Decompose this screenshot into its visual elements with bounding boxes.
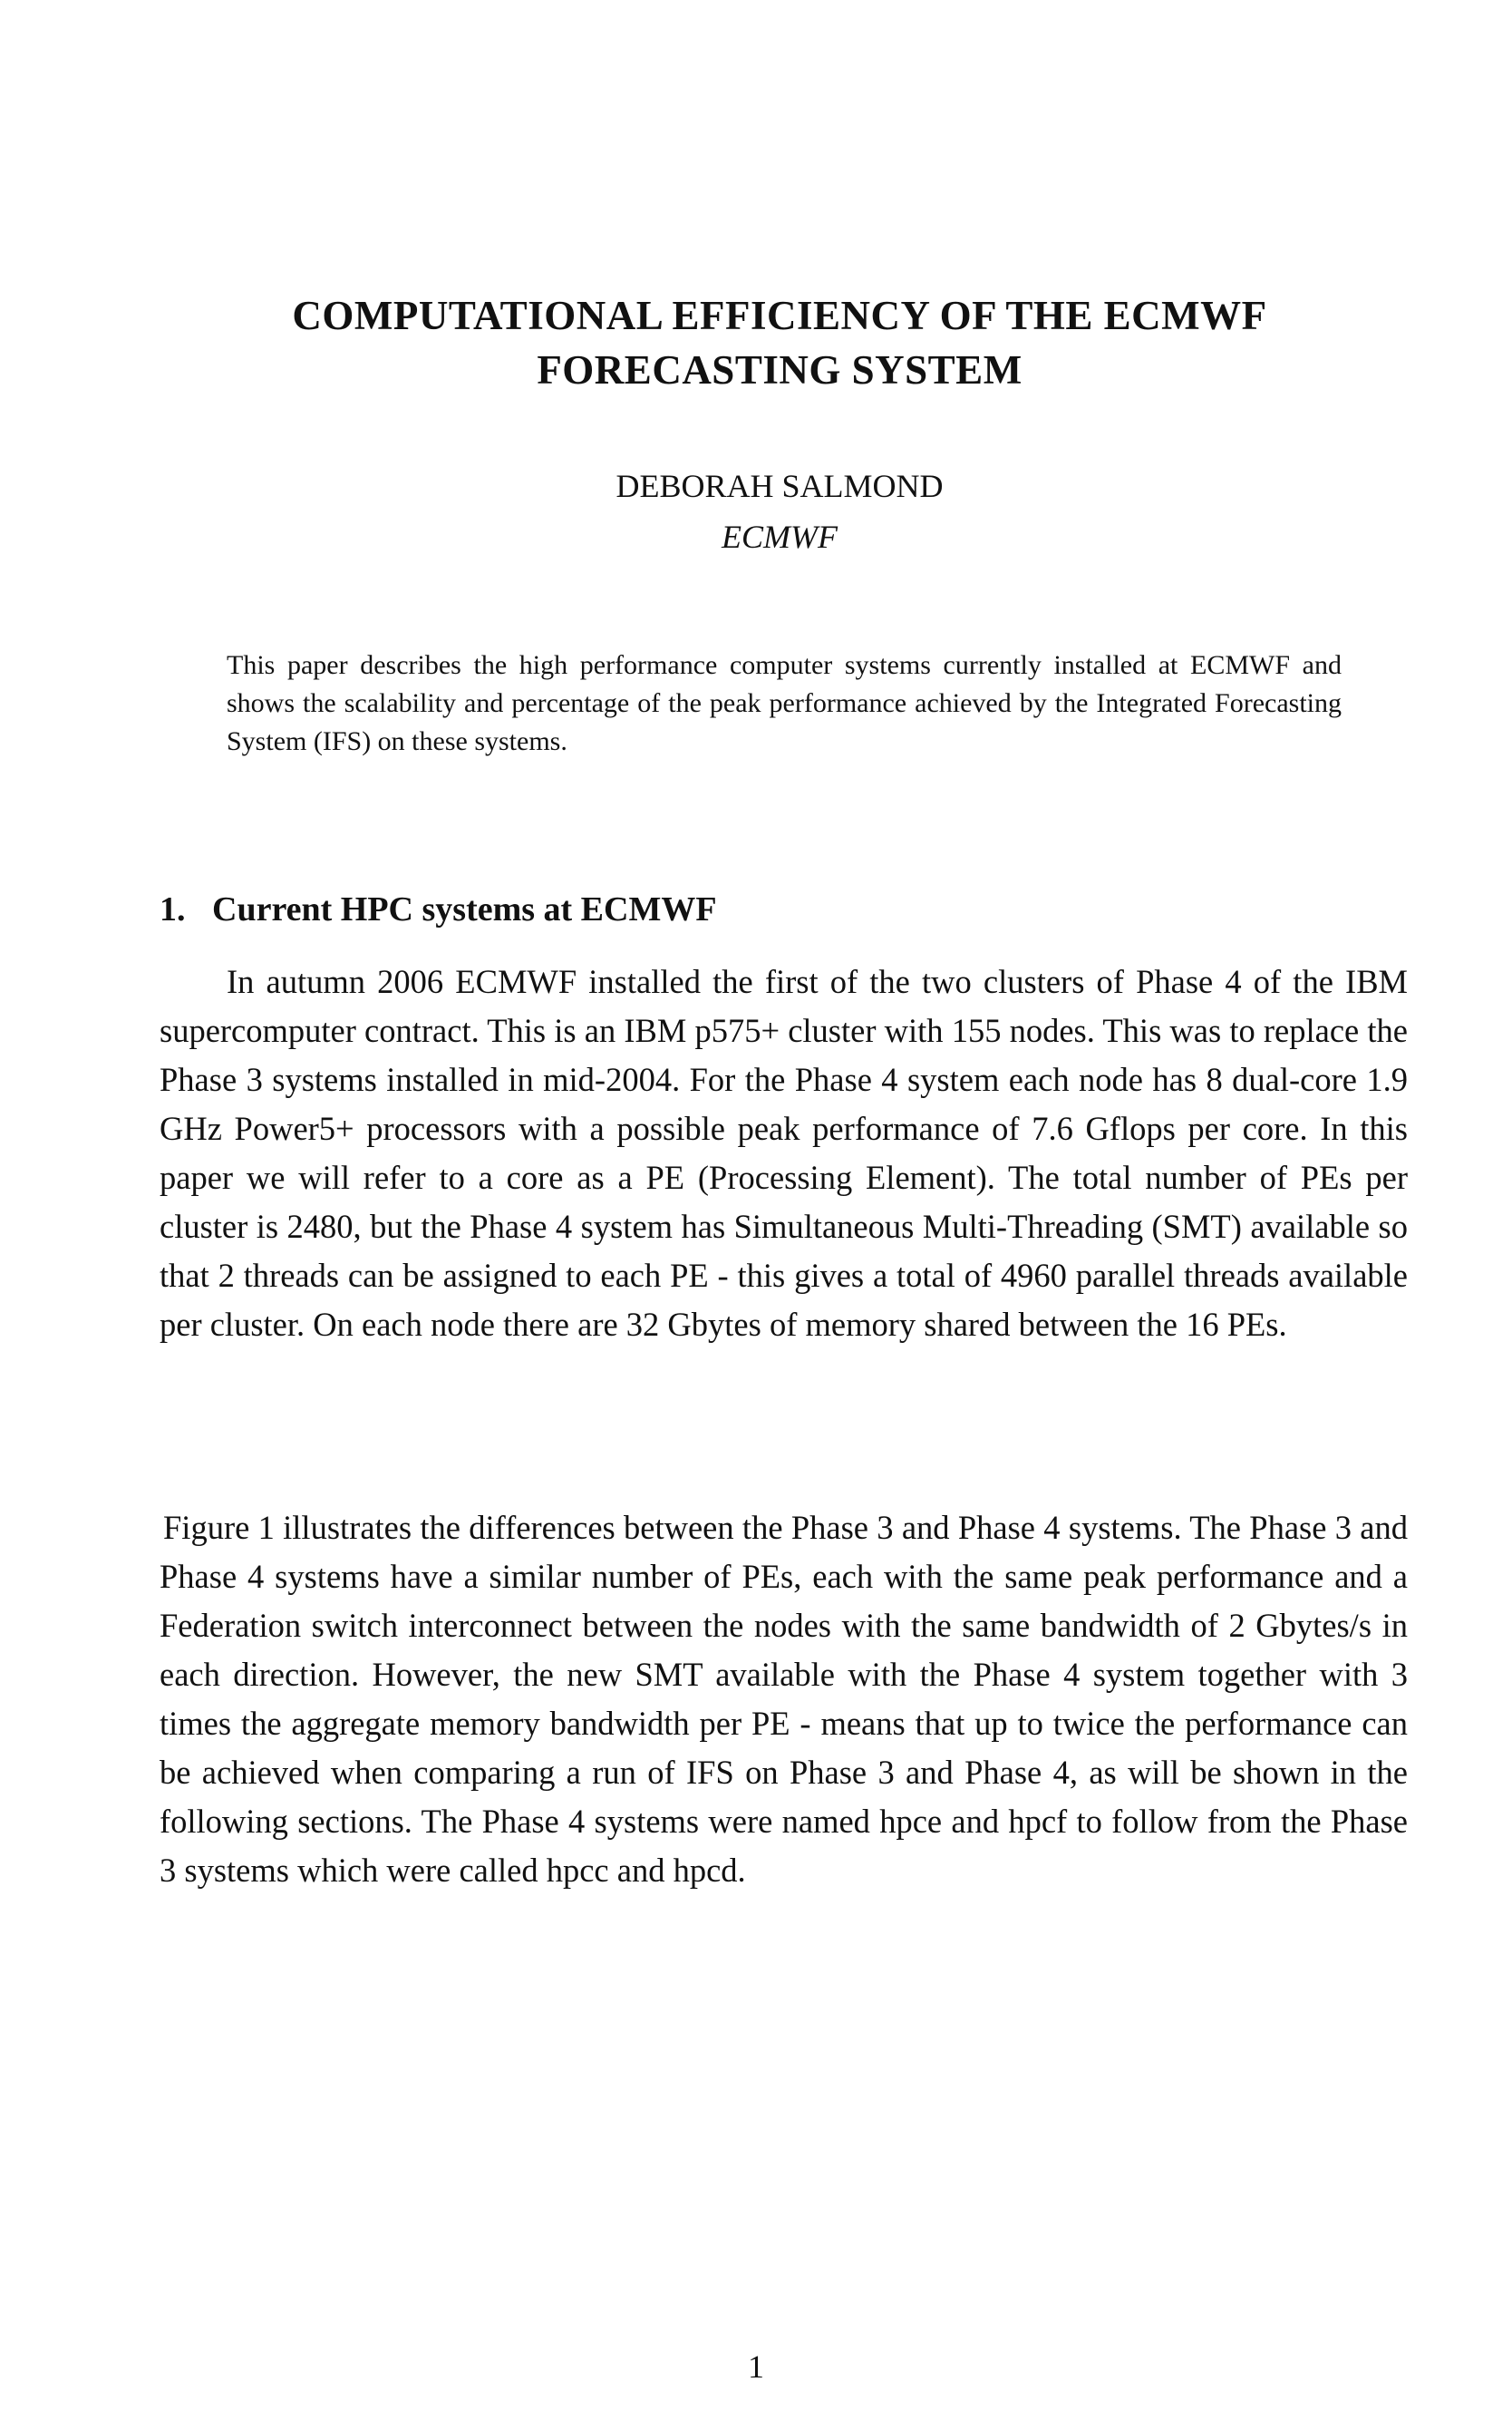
section-number: 1. — [160, 890, 186, 929]
section-title: Current HPC systems at ECMWF — [212, 890, 717, 929]
section-heading — [160, 887, 717, 932]
paper-title — [181, 288, 1378, 397]
page-number: 1 — [748, 2348, 764, 2385]
body-paragraph-2: Figure 1 illustrates the differences between the Phase 3 and Phase 4 systems. The Phase 3 and Phase 4 systems have a similar number of PEs, each with the same peak performance and a Federation switch interconnect between the nodes with the same bandwidth of 2 Gbytes/s in each direction. However, the new SMT available with the Phase 4 system together with 3 times the aggregate memory bandwidth per PE - means that up to twice the performance can be achieved when comparing a run of IFS on Phase 3 and Phase 4, as will be shown in the following sections. The Phase 4 systems were named hpce and hpcf to follow from the Phase 3 systems which were called hpcc and hpcd. — [160, 1509, 1408, 1889]
paper-title-line-1: COMPUTATIONAL EFFICIENCY OF THE ECMWF — [292, 293, 1267, 338]
author-affiliation: ECMWF — [722, 519, 838, 555]
abstract: This paper describes the high performance computer systems currently installed at ECMWF and shows the scalability and percentage of the peak performance achieved by the Integrated Forecasting System (IFS) on these systems. — [227, 650, 1342, 756]
author-name: DEBORAH SALMOND — [615, 468, 944, 504]
paper-title-line-2: FORECASTING SYSTEM — [537, 347, 1023, 393]
body-paragraph-1: In autumn 2006 ECMWF installed the first of the two clusters of Phase 4 of the IBM supercomputer contract. This is an IBM p575+ cluster with 155 nodes. This was to replace the Phase 3 systems installed in mid-2004. For the Phase 4 system each node has 8 dual-core 1.9 GHz Power5+ processors with a possible peak performance of 7.6 Gflops per core. In this paper we will refer to a core as a PE (Processing Element). The total number of PEs per cluster is 2480, but the Phase 4 system has Simultaneous Multi-Threading (SMT) available so that 2 threads can be assigned to each PE - this gives a total of 4960 parallel threads available per cluster. On each node there are 32 Gbytes of memory shared between the 16 PEs. — [160, 963, 1408, 1343]
